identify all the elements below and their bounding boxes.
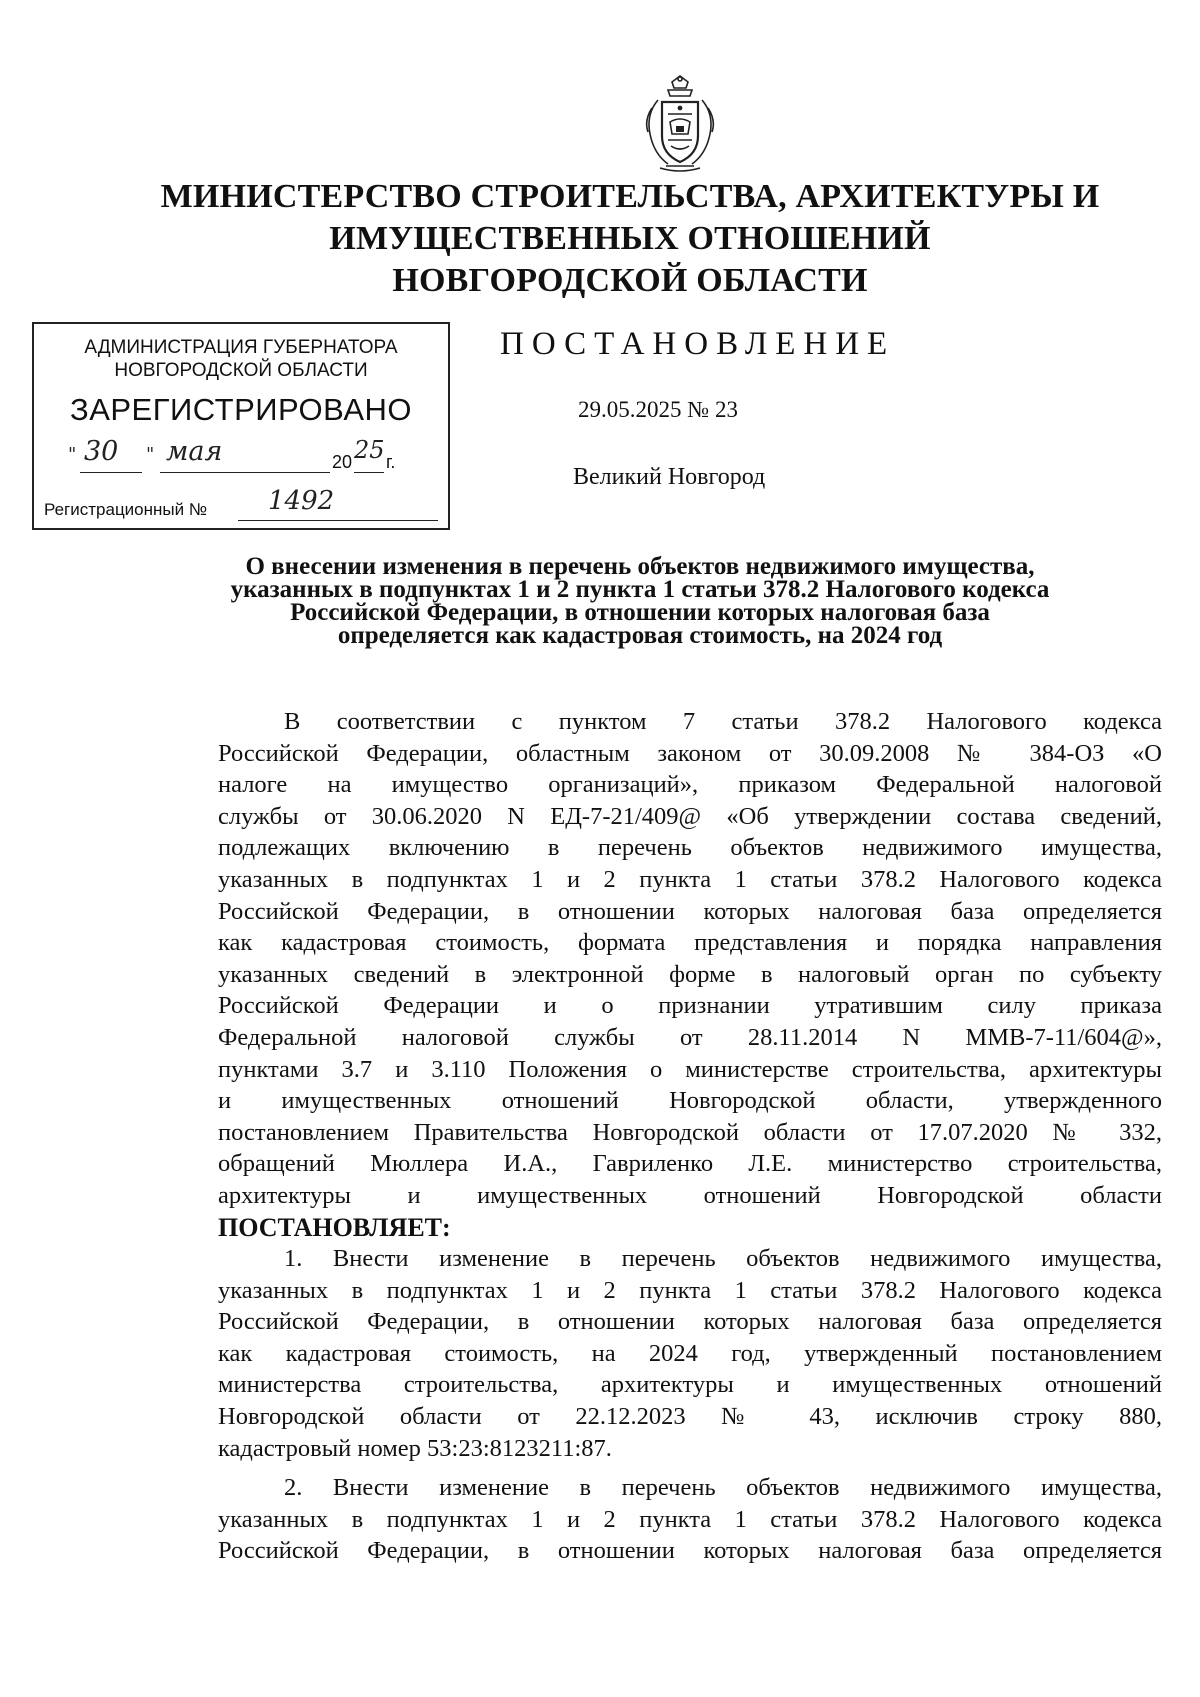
stamp-handwritten-month: мая — [166, 436, 223, 467]
preamble-line: и имущественных отношений Новгородской области, утвержденного — [218, 1087, 1162, 1115]
preamble-line: Российской Федерации, в отношении которых налоговая база определяется — [218, 897, 1162, 925]
subject-line-4: определяется как кадастровая стоимость, на 2024 год — [337, 622, 943, 649]
preamble-line: указанных в подпунктах 1 и 2 пункта 1 статьи 378.2 Налогового кодекса — [218, 865, 1162, 893]
preamble-line: пунктами 3.7 и 3.110 Положения о министерстве строительства, архитектуры — [218, 1055, 1162, 1083]
item1-line: указанных в подпунктах 1 и 2 пункта 1 статьи 378.2 Налогового кодекса — [218, 1276, 1162, 1304]
preamble-line: службы от 30.06.2020 N ЕД-7-21/409@ «Об утверждении состава сведений, — [218, 802, 1162, 830]
resolves-heading: ПОСТАНОВЛЯЕТ: — [218, 1212, 451, 1242]
item1-line: министерства строительства, архитектуры и имущественных отношений — [218, 1371, 1162, 1399]
ministry-line-3: НОВГОРОДСКОЙ ОБЛАСТИ — [392, 262, 868, 299]
decree-title: ПОСТАНОВЛЕНИЕ — [500, 326, 896, 362]
item1-line: Новгородской области от 22.12.2023 № 43, исключив строку 880, — [218, 1403, 1162, 1431]
stamp-year-prefix: 20 — [332, 452, 353, 472]
stamp-quote-open: " — [68, 444, 77, 465]
coat-of-arms-emblem — [638, 74, 722, 172]
stamp-registered-label: ЗАРЕГИСТРИРОВАНО — [69, 392, 412, 427]
stamp-org-line-2: НОВГОРОДСКОЙ ОБЛАСТИ — [114, 360, 368, 381]
ministry-heading — [130, 176, 1130, 302]
decree-subject — [160, 555, 1120, 647]
preamble-line: налоге на имущество организаций», приказом Федеральной налоговой — [218, 771, 1162, 799]
preamble-line: В соответствии с пунктом 7 статьи 378.2 Налогового кодекса — [284, 708, 1162, 735]
stamp-date-row — [62, 436, 442, 482]
decree-body — [218, 706, 1162, 1567]
item1-line: 1. Внести изменение в перечень объектов недвижимого имущества, — [284, 1245, 1162, 1273]
preamble-line: постановлением Правительства Новгородской области от 17.07.2020 № 332, — [218, 1118, 1162, 1146]
stamp-org-line-1: АДМИНИСТРАЦИЯ ГУБЕРНАТОРА — [84, 337, 398, 358]
stamp-handwritten-reg-number: 1492 — [268, 486, 335, 516]
item1-line: как кадастровая стоимость, на 2024 год, утвержденный постановлением — [218, 1339, 1162, 1367]
stamp-quote-close: " — [146, 444, 155, 465]
decree-city: Великий Новгород — [573, 464, 766, 490]
ministry-line-2: ИМУЩЕСТВЕННЫХ ОТНОШЕНИЙ — [329, 220, 931, 257]
subject-line-3: Российской Федерации, в отношении которых налоговая база — [290, 599, 990, 626]
stamp-reg-number-row — [44, 486, 444, 526]
item1-line: кадастровый номер 53:23:8123211:87. — [218, 1434, 612, 1462]
subject-line-2: указанных в подпунктах 1 и 2 пункта 1 статьи 378.2 Налогового кодекса — [230, 576, 1050, 603]
stamp-year-end: г. — [386, 452, 396, 472]
item2-line: 2. Внести изменение в перечень объектов недвижимого имущества, — [284, 1474, 1162, 1502]
stamp-handwritten-day: 30 — [84, 436, 119, 467]
ministry-line-1: МИНИСТЕРСТВО СТРОИТЕЛЬСТВА, АРХИТЕКТУРЫ И — [160, 178, 1100, 215]
preamble-line: указанных сведений в электронной форме в налоговый орган по субъекту — [218, 960, 1162, 988]
preamble-line: архитектуры и имущественных отношений Новгородской области — [218, 1181, 1162, 1209]
decree-date-number: 29.05.2025 № 23 — [578, 397, 738, 422]
stamp-reg-number-label: Регистрационный № — [44, 500, 208, 519]
preamble-line: как кадастровая стоимость, формата представления и порядка направления — [218, 929, 1162, 957]
stamp-handwritten-year: 25 — [354, 436, 385, 464]
preamble-line: Российской Федерации, областным законом от 30.09.2008 № 384-ОЗ «О — [218, 739, 1162, 767]
preamble-line: подлежащих включению в перечень объектов недвижимого имущества, — [218, 834, 1162, 862]
stamp-organization — [34, 336, 448, 382]
preamble-line: Федеральной налоговой службы от 28.11.2014 N ММВ-7-11/604@», — [218, 1023, 1162, 1051]
preamble-line: обращений Мюллера И.А., Гавриленко Л.Е. министерство строительства, — [218, 1150, 1162, 1178]
item2-line: Российской Федерации, в отношении которых налоговая база определяется — [218, 1537, 1162, 1565]
registration-stamp — [32, 322, 450, 530]
item1-line: Российской Федерации, в отношении которых налоговая база определяется — [218, 1308, 1162, 1336]
item2-line: указанных в подпунктах 1 и 2 пункта 1 статьи 378.2 Налогового кодекса — [218, 1505, 1162, 1533]
preamble-line: Российской Федерации и о признании утратившим силу приказа — [218, 992, 1162, 1020]
subject-line-1: О внесении изменения в перечень объектов недвижимого имущества, — [245, 553, 1035, 580]
